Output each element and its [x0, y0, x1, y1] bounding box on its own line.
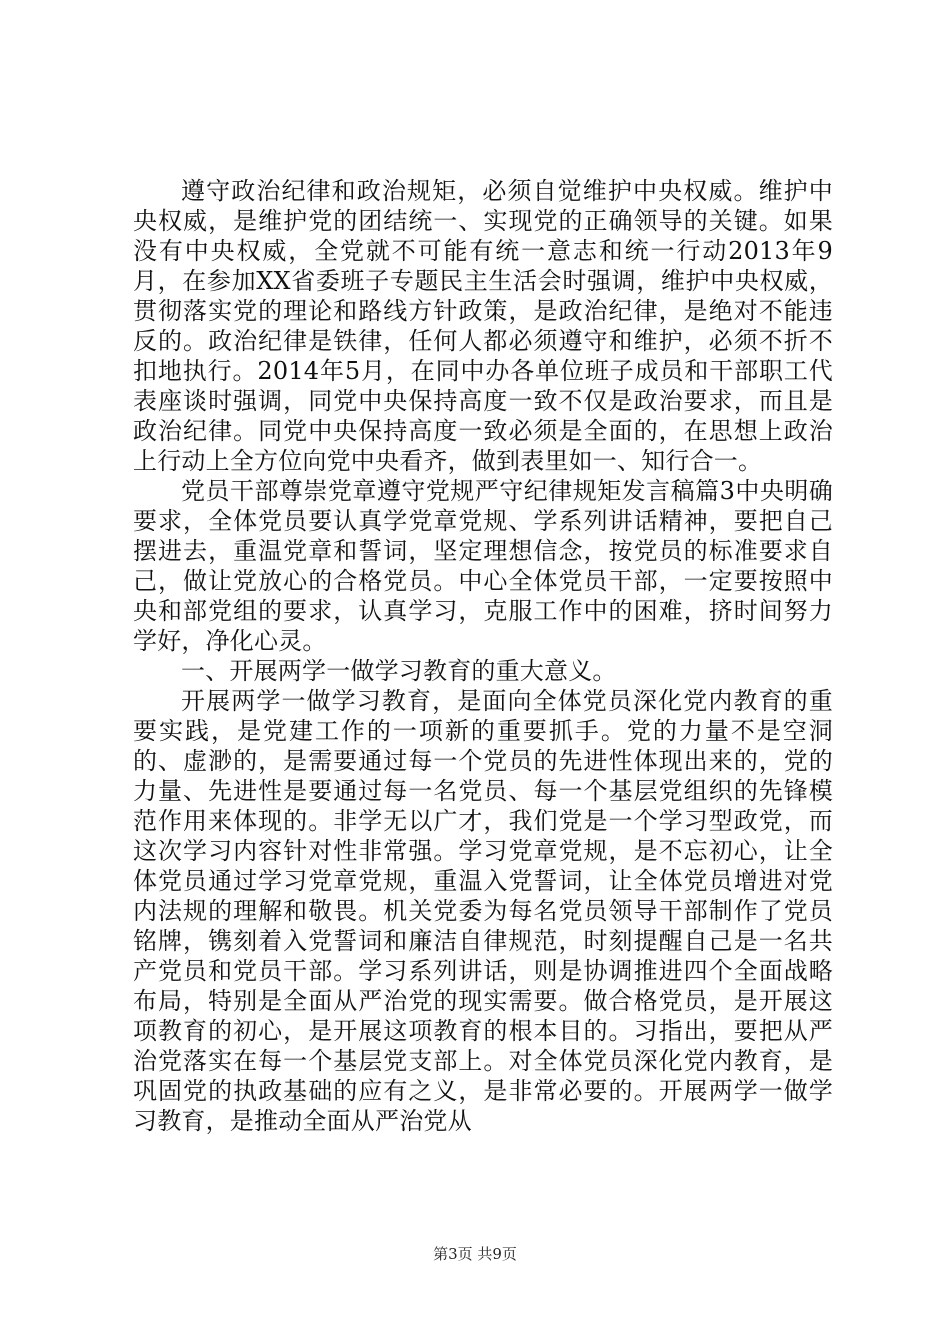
section-heading: 一、开展两学一做学习教育的重大意义。 [181, 657, 617, 685]
paragraph-3: 开展两学一做学习教育，是面向全体党员深化党内教育的重要实践，是党建工作的一项新的重要抓手。党的力量不是空洞的、虚渺的，是需要通过每一个党员的先进性体现出来的，党的力量、先进性是要通过每一名党员、每一个基层党组织的先锋模范作用来体现的。非学无以广才，我们党是一个学习型政党，而这次学习内容针对性非常强。学习党章党规，是不忘初心，让全体党员通过学习党章党规，重温入党誓词，让全体党员增进对党内法规的理解和敬畏。机关党委为每名党员领导干部制作了党员铭牌，镌刻着入党誓词和廉洁自律规范，时刻提醒自己是一名共产党员和党员干部。学习系列讲话，则是协调推进四个全面战略布局，特别是全面从严治党的现实需要。做合格党员，是开展这项教育的初心，是开展这项教育的根本目的。习指出，要把从严治党落实在每一个基层党支部上。对全体党员深化党内教育，是巩固党的执政基础的应有之义，是非常必要的。开展两学一做学习教育，是推动全面从严治党从 [133, 687, 833, 1135]
document-body [133, 176, 833, 1136]
paragraph-2: 党员干部尊崇党章遵守党规严守纪律规矩发言稿篇3中央明确要求，全体党员要认真学党章党规、学系列讲话精神，要把自己摆进去，重温党章和誓词，坚定理想信念，按党员的标准要求自己，做让党放心的合格党员。中心全体党员干部，一定要按照中央和部党组的要求，认真学习，克服工作中的困难，挤时间努力学好，净化心灵。 [133, 477, 833, 655]
page-number: 第3页 共9页 [433, 1245, 517, 1263]
page-footer [0, 1244, 950, 1264]
paragraph-1: 遵守政治纪律和政治规矩，必须自觉维护中央权威。维护中央权威，是维护党的团结统一、实现党的正确领导的关键。如果没有中央权威，全党就不可能有统一意志和统一行动2013年9月，在参加XX省委班子专题民主生活会时强调，维护中央权威，贯彻落实党的理论和路线方针政策，是政治纪律，是绝对不能违反的。政治纪律是铁律，任何人都必须遵守和维护，必须不折不扣地执行。2014年5月，在同中办各单位班子成员和干部职工代表座谈时强调，同党中央保持高度一致不仅是政治要求，而且是政治纪律。同党中央保持高度一致必须是全面的，在思想上政治上行动上全方位向党中央看齐，做到表里如一、知行合一。 [133, 177, 833, 475]
